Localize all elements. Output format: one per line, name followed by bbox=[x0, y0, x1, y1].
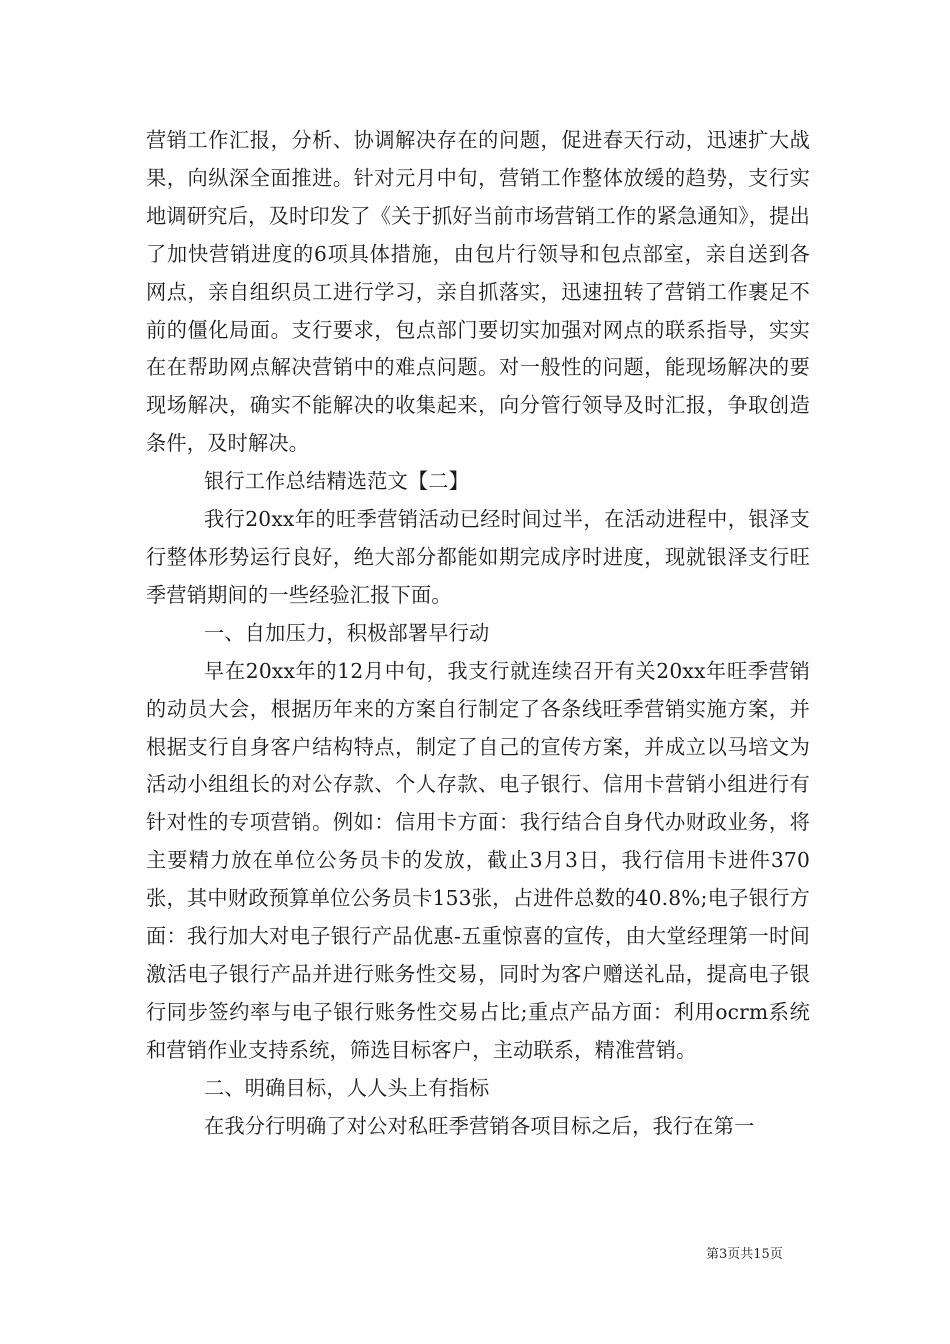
paragraph-continuation: 营销工作汇报，分析、协调解决存在的问题，促进春天行动，迅速扩大战果，向纵深全面推进。针对元月中旬，营销工作整体放缓的趋势，支行实地调研究后，及时印发了《关于抓好当前市场营销工作的紧急通知》，提出了加快营销进度的6项具体措施，由包片行领导和包点部室，亲自送到各网点，亲自组织员工进行学习，亲自抓落实，迅速扭转了营销工作裹足不前的僵化局面。支行要求，包点部门要切实加强对网点的联系指导，实实在在帮助网点解决营销中的难点问题。对一般性的问题，能现场解决的要现场解决，确实不能解决的收集起来，向分管行领导及时汇报，争取创造条件，及时解决。 bbox=[146, 128, 810, 456]
section-title-fanwen-2: 银行工作总结精选范文【二】 bbox=[204, 469, 470, 494]
paragraph-intro: 我行20xx年的旺季营销活动已经时间过半，在活动进程中，银泽支行整体形势运行良好，绝大部分都能如期完成序时进度，现就银泽支行旺季营销期间的一些经验汇报下面。 bbox=[146, 507, 810, 607]
page-number: 第3页共15页 bbox=[706, 1247, 783, 1262]
paragraph-section-1: 早在20xx年的12月中旬，我支行就连续召开有关20xx年旺季营销的动员大会，根据历年来的方案自行制定了各条线旺季营销实施方案，并根据支行自身客户结构特点，制定了自己的宣传方案，并成立以马培文为活动小组组长的对公存款、个人存款、电子银行、信用卡营销小组进行有针对性的专项营销。例如：信用卡方面：我行结合自身代办财政业务，将主要精力放在单位公务员卡的发放，截止3月3日，我行信用卡进件370张，其中财政预算单位公务员卡153张，占进件总数的40.8%;电子银行方面：我行加大对电子银行产品优惠-五重惊喜的宣传，由大堂经理第一时间激活电子银行产品并进行账务性交易，同时为客户赠送礼品，提高电子银行同步签约率与电子银行账务性交易占比;重点产品方面：利用ocrm系统和营销作业支持系统，筛选目标客户，主动联系，精准营销。 bbox=[146, 658, 810, 1062]
section-heading-2: 二、明确目标，人人头上有指标 bbox=[204, 1075, 490, 1100]
section-heading-1: 一、自加压力，积极部署早行动 bbox=[204, 620, 490, 645]
paragraph-section-2: 在我分行明确了对公对私旺季营销各项目标之后，我行在第一 bbox=[204, 1113, 755, 1138]
document-body bbox=[146, 122, 810, 1145]
